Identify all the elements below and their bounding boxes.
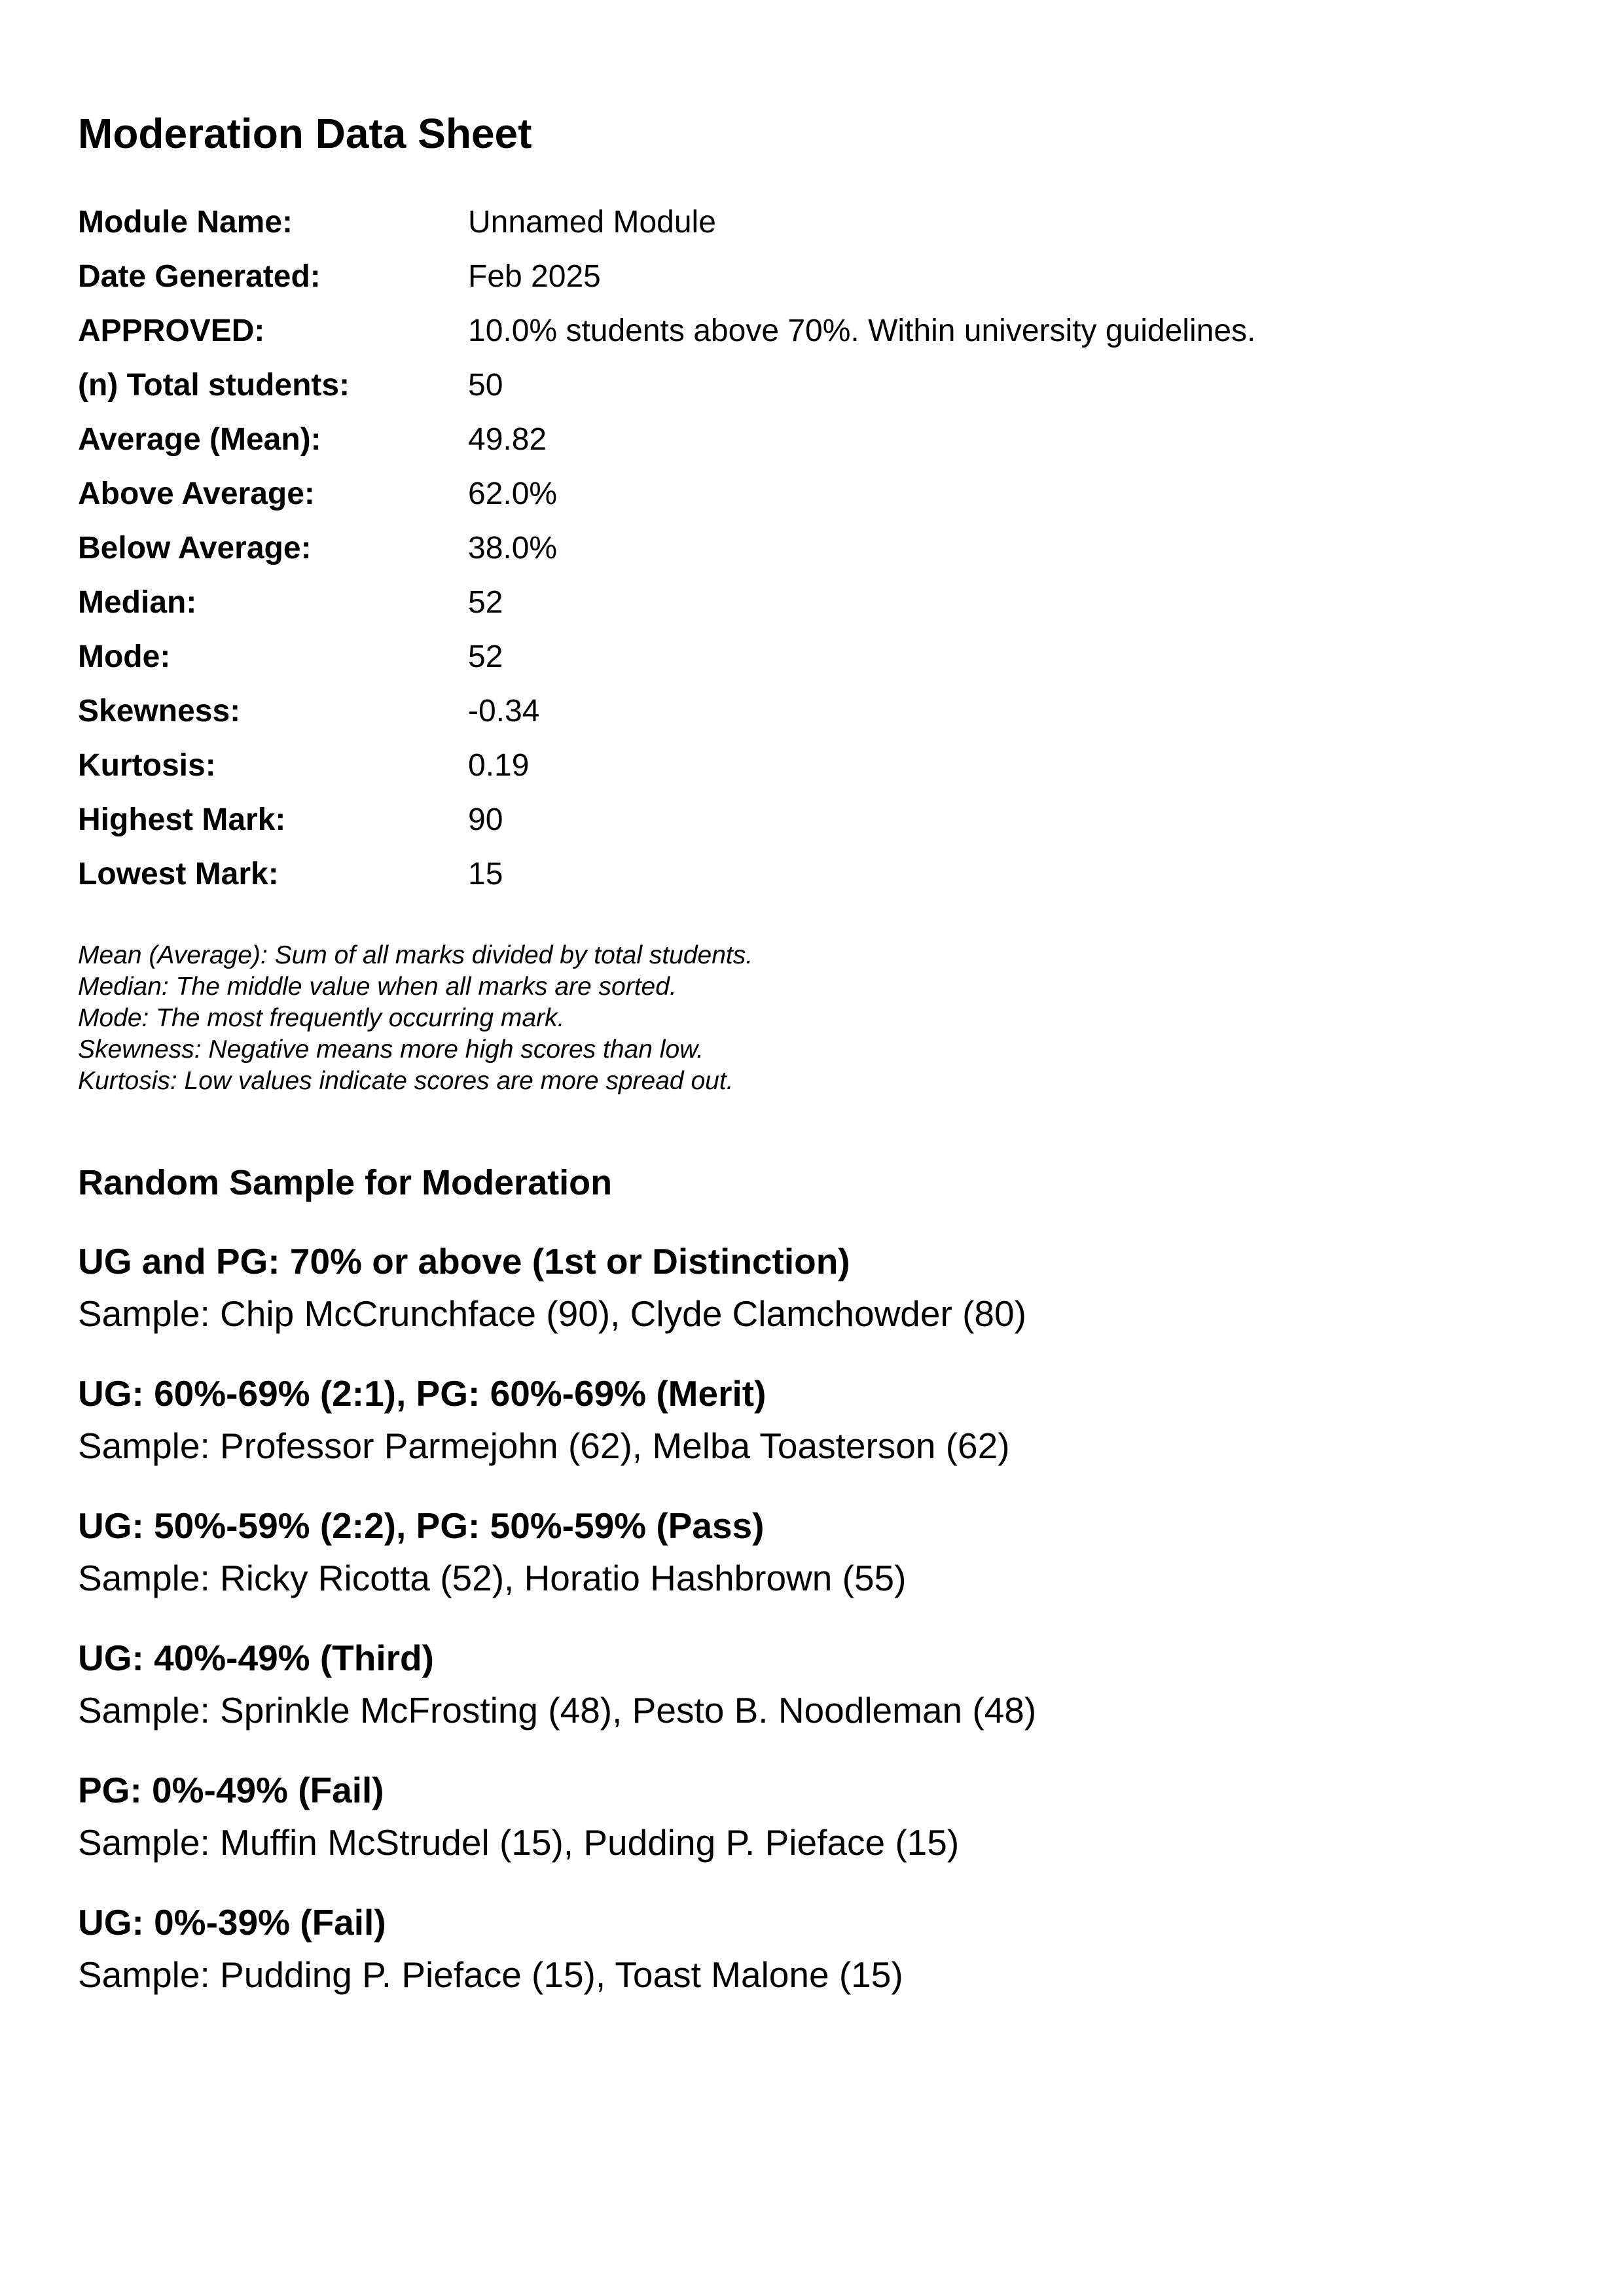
band-sample: Sample: Chip McCrunchface (90), Clyde Clamchowder (80)	[78, 1293, 1026, 1334]
info-value: Feb 2025	[468, 259, 601, 294]
info-value: 10.0% students above 70%. Within university guidelines.	[468, 314, 1256, 348]
info-value: 15	[468, 857, 503, 891]
grade-band	[78, 1901, 1544, 2034]
info-row-below-average	[78, 530, 1544, 584]
info-label: Date Generated:	[78, 259, 321, 294]
grade-band	[78, 1240, 1544, 1372]
info-label: Below Average:	[78, 531, 312, 565]
info-label: Average (Mean):	[78, 422, 321, 457]
info-label: Module Name:	[78, 205, 293, 240]
page-title: Moderation Data Sheet	[78, 110, 532, 157]
band-title: PG: 0%-49% (Fail)	[78, 1770, 384, 1810]
grade-bands-list	[78, 1240, 1544, 2034]
info-value: 0.19	[468, 748, 530, 783]
info-label: Median:	[78, 585, 197, 620]
info-row-mode	[78, 639, 1544, 693]
info-row-date-generated	[78, 259, 1544, 313]
info-value: 52	[468, 639, 503, 674]
band-sample: Sample: Ricky Ricotta (52), Horatio Hashbrown (55)	[78, 1558, 907, 1598]
note-line: Skewness: Negative means more high scores than low.	[78, 1035, 704, 1064]
band-sample: Sample: Sprinkle McFrosting (48), Pesto B. Noodleman (48)	[78, 1690, 1037, 1731]
info-label: (n) Total students:	[78, 368, 350, 403]
module-info-table	[78, 204, 1544, 910]
band-title: UG and PG: 70% or above (1st or Distinction)	[78, 1241, 850, 1282]
info-row-lowest-mark	[78, 856, 1544, 910]
info-value: 52	[468, 585, 503, 620]
info-label: Kurtosis:	[78, 748, 216, 783]
sample-section-heading: Random Sample for Moderation	[78, 1163, 613, 1202]
definitions-notes	[78, 940, 753, 1097]
info-value: 38.0%	[468, 531, 558, 565]
info-row-kurtosis	[78, 747, 1544, 802]
info-label: APPROVED:	[78, 314, 265, 348]
info-row-median	[78, 584, 1544, 639]
info-row-module-name	[78, 204, 1544, 259]
info-value: 90	[468, 802, 503, 837]
info-label: Above Average:	[78, 476, 315, 511]
band-title: UG: 0%-39% (Fail)	[78, 1902, 386, 1943]
band-sample: Sample: Pudding P. Pieface (15), Toast Malone (15)	[78, 1954, 903, 1995]
info-value: Unnamed Module	[468, 205, 716, 240]
info-row-mean	[78, 422, 1544, 476]
band-sample: Sample: Professor Parmejohn (62), Melba Toasterson (62)	[78, 1426, 1010, 1466]
note-line: Median: The middle value when all marks are sorted.	[78, 973, 677, 1001]
band-title: UG: 40%-49% (Third)	[78, 1638, 434, 1678]
info-value: 50	[468, 368, 503, 403]
info-row-highest-mark	[78, 802, 1544, 856]
info-row-skewness	[78, 693, 1544, 747]
info-row-above-average	[78, 476, 1544, 530]
info-value: 49.82	[468, 422, 547, 457]
note-line: Kurtosis: Low values indicate scores are more spread out.	[78, 1067, 734, 1095]
info-value: -0.34	[468, 694, 540, 728]
grade-band	[78, 1637, 1544, 1769]
grade-band	[78, 1372, 1544, 1505]
info-row-total-students	[78, 367, 1544, 422]
note-line: Mode: The most frequently occurring mark.	[78, 1004, 565, 1032]
band-title: UG: 50%-59% (2:2), PG: 50%-59% (Pass)	[78, 1505, 765, 1546]
grade-band	[78, 1505, 1544, 1637]
info-value: 62.0%	[468, 476, 558, 511]
info-label: Lowest Mark:	[78, 857, 279, 891]
grade-band	[78, 1769, 1544, 1901]
info-label: Highest Mark:	[78, 802, 286, 837]
band-title: UG: 60%-69% (2:1), PG: 60%-69% (Merit)	[78, 1373, 767, 1414]
info-row-approved	[78, 313, 1544, 367]
note-line: Mean (Average): Sum of all marks divided by total students.	[78, 941, 753, 969]
info-label: Mode:	[78, 639, 171, 674]
band-sample: Sample: Muffin McStrudel (15), Pudding P. Pieface (15)	[78, 1822, 960, 1863]
info-label: Skewness:	[78, 694, 241, 728]
